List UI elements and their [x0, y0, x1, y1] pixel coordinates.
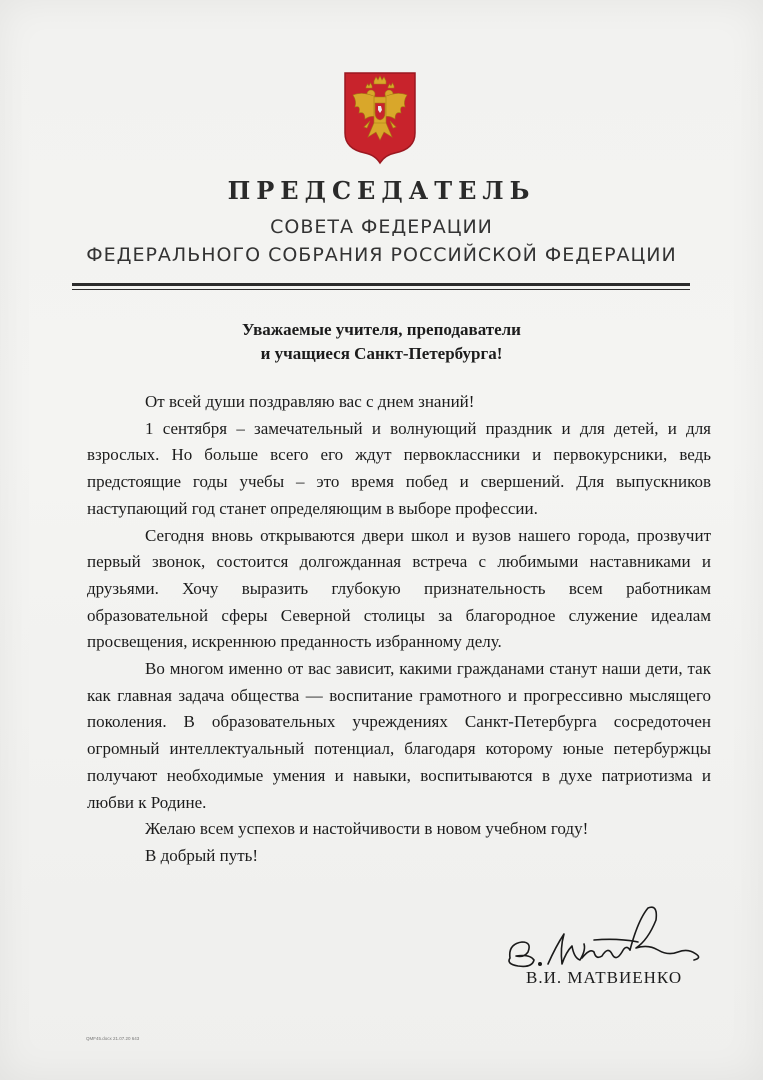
letter-body [87, 389, 711, 870]
paragraph: Сегодня вновь открываются двери школ и вузов нашего города, прозвучит первый звонок, состоится долгожданная встреча с любимыми наставниками и друзьями. Хочу выразить глубокую признательность всем работникам образовательной сферы Северной столицы за благородное служение идеалам просвещения, искреннюю преданность избранному делу. [87, 525, 711, 652]
header-divider-thin [72, 289, 690, 290]
paragraph: От всей души поздравляю вас с днем знаний! [145, 392, 475, 411]
paragraph: Желаю всем успехов и настойчивости в новом учебном году! [145, 819, 589, 839]
page-title: ПРЕДСЕДАТЕЛЬ [227, 176, 536, 205]
signer-name: В.И. МАТВИЕНКО [526, 968, 683, 987]
header-divider-thick [72, 283, 690, 286]
file-reference: QMF45.docx 21.07.20 643 [86, 1036, 140, 1041]
salutation-line-2: и учащиеся Санкт-Петербурга! [260, 344, 503, 363]
page-subtitle-line-2: ФЕДЕРАЛЬНОГО СОБРАНИЯ РОССИЙСКОЙ ФЕДЕРАЦИИ [86, 244, 677, 266]
paragraph: 1 сентября – замечательный и волнующий праздник и для детей, и для взрослых. Но больше всего его ждут первоклассники и первокурсники, ведь предстоящие годы учебы – это время побед и свершений. Для выпускников наступающий год станет определяющим в выборе профессии. [87, 418, 711, 518]
paragraph: В добрый путь! [145, 845, 259, 865]
page-subtitle-line-1: СОВЕТА ФЕДЕРАЦИИ [270, 216, 493, 238]
paragraph: Во многом именно от вас зависит, какими гражданами станут наши дети, так как главная задача общества — воспитание грамотного и прогрессивно мыслящего поколения. В образовательных учреждениях Санкт-Петербурга сосредоточен огромный интеллектуальный потенциал, благодаря которому юные петербуржцы получают необходимые умения и навыки, воспитываются в духе патриотизма и любви к Родине. [87, 659, 711, 812]
signature-icon [498, 900, 710, 976]
salutation-line-1: Уважаемые учителя, преподаватели [242, 320, 521, 339]
coat-of-arms-icon [343, 71, 417, 165]
